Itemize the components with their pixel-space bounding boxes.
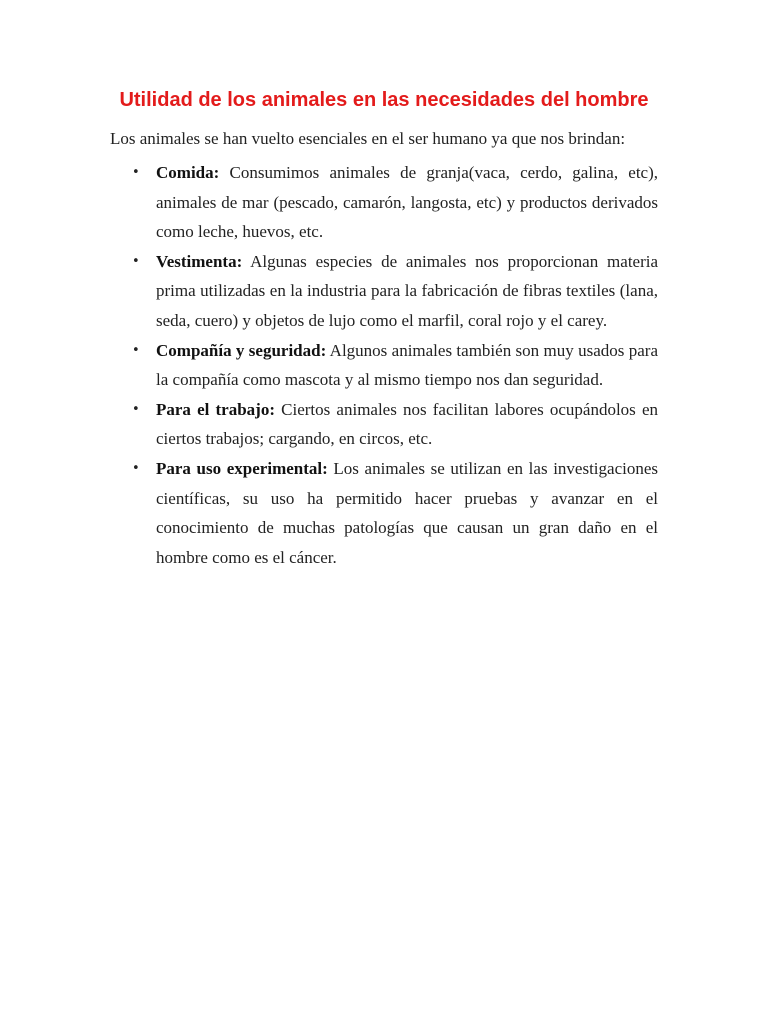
list-item bbox=[110, 454, 658, 572]
bullet-term: Para uso experimental: bbox=[156, 458, 328, 478]
bullet-text: Ciertos animales nos facilitan labores ocupándolos en ciertos trabajos; cargando, en circos, etc. bbox=[156, 399, 658, 449]
bullet-term: Vestimenta: bbox=[156, 251, 243, 271]
bullet-list bbox=[110, 158, 658, 572]
bullet-text: Algunas especies de animales nos proporcionan materia prima utilizadas en la industria para la fabricación de fibras textiles (lana, seda, cuero) y objetos de lujo como el marfil, coral rojo y el carey. bbox=[156, 251, 659, 330]
bullet-icon: • bbox=[132, 460, 140, 476]
bullet-icon: • bbox=[132, 401, 140, 417]
bullet-text: Algunos animales también son muy usados para la compañía como mascota y al mismo tiempo nos dan seguridad. bbox=[156, 340, 658, 390]
bullet-icon: • bbox=[132, 253, 140, 269]
bullet-icon: • bbox=[132, 342, 140, 358]
document-title: Utilidad de los animales en las necesidades del hombre bbox=[119, 89, 649, 111]
list-item bbox=[110, 158, 658, 247]
bullet-icon: • bbox=[132, 165, 140, 180]
intro-paragraph: Los animales se han vuelto esenciales en el ser humano ya que nos brindan: bbox=[110, 129, 626, 148]
bullet-term: Para el trabajo: bbox=[156, 399, 275, 419]
bullet-term: Comida: bbox=[156, 163, 220, 182]
list-item bbox=[110, 247, 658, 336]
list-item bbox=[110, 336, 658, 395]
bullet-text: Los animales se utilizan en las investigaciones científicas, su uso ha permitido hacer pruebas y avanzar en el conocimiento de muchas patologías que causan un gran daño en el hombre como es el cáncer. bbox=[156, 458, 658, 567]
bullet-term: Compañía y seguridad: bbox=[156, 340, 327, 360]
list-item bbox=[110, 395, 658, 454]
bullet-text: Consumimos animales de granja(vaca, cerdo, galina, etc), animales de mar (pescado, camarón, langosta, etc) y productos derivados como leche, huevos, etc. bbox=[156, 163, 659, 242]
